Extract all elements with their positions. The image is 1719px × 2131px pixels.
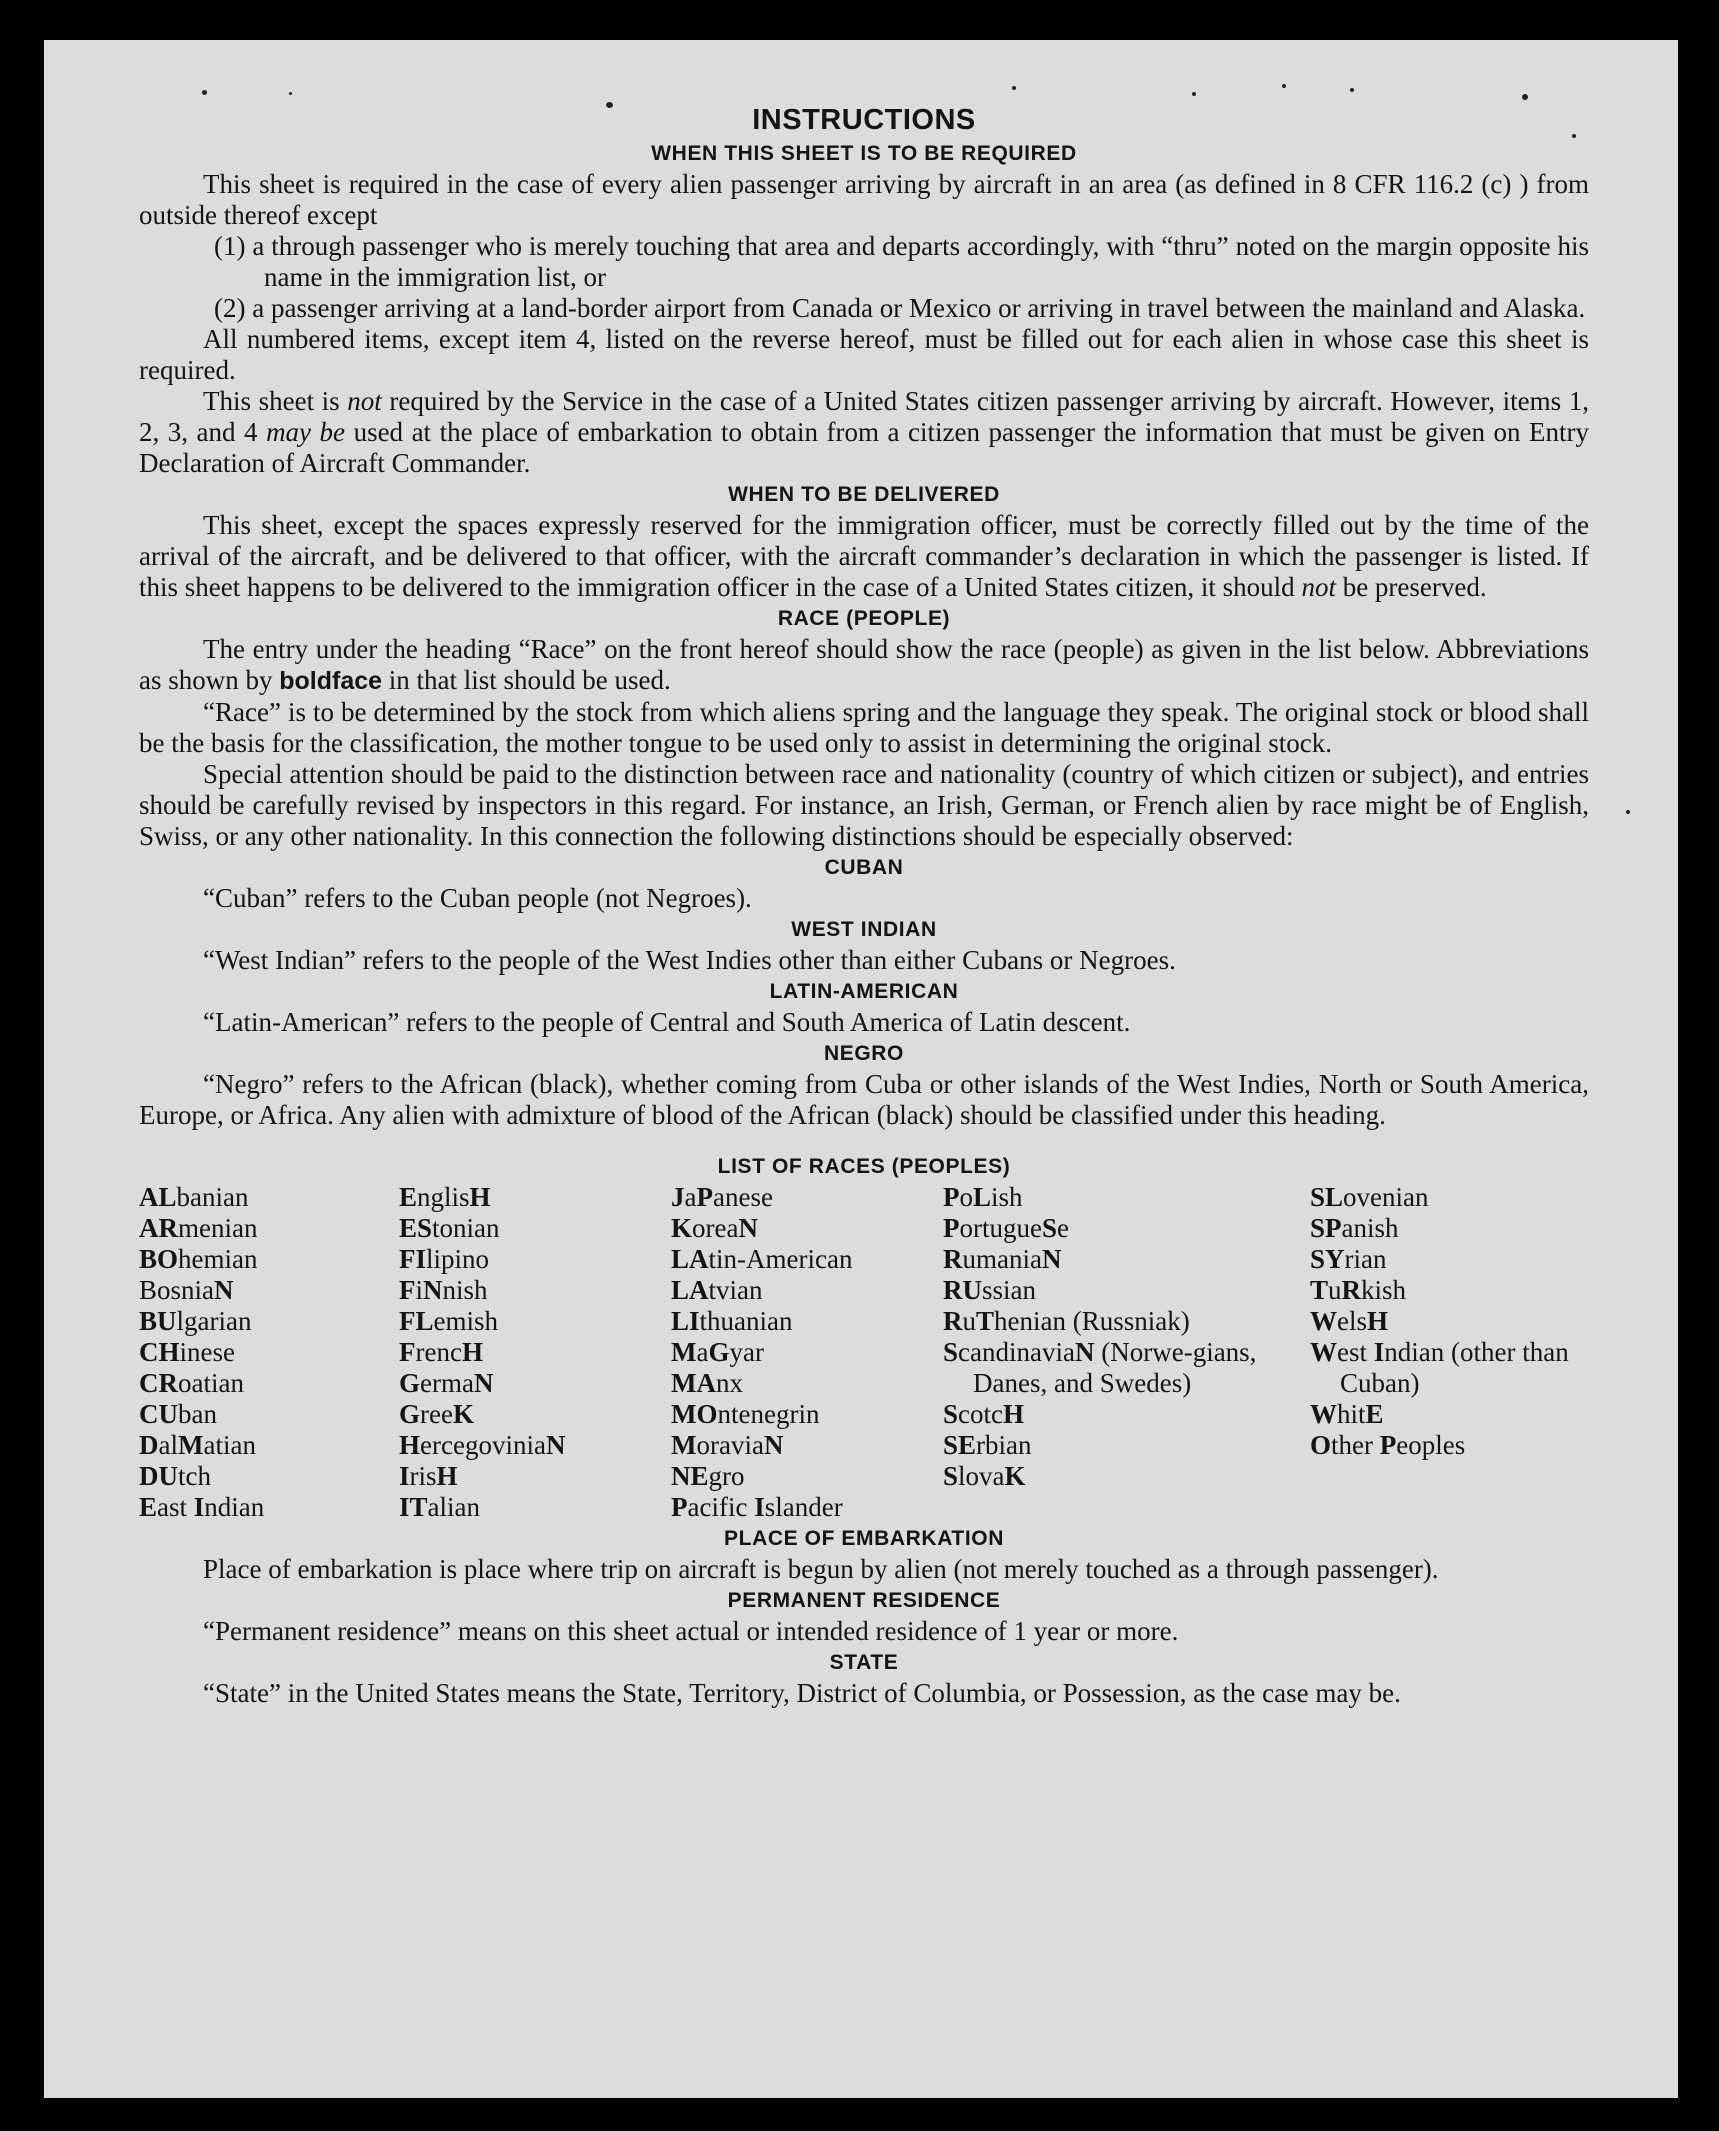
- race-abbrev: K: [671, 1213, 693, 1243]
- paragraph-negro: “Negro” refers to the African (black), whether coming from Cuba or other islands of the West Indies, North or South America, Europe, or Africa. Any alien with admixture of blood of the African (black) should be classified under this heading.: [139, 1069, 1589, 1130]
- race-text: emish: [433, 1306, 499, 1336]
- race-abbrev: F: [399, 1275, 416, 1305]
- race-abbrev: FI: [399, 1244, 426, 1274]
- paragraph-race-stock: “Race” is to be determined by the stock from which aliens spring and the language they speak. The original stock or blood shall be the basis for the classification, the mother tongue to be used only to assist in determining the original stock.: [139, 697, 1589, 758]
- races-column-1: [139, 1182, 399, 1523]
- race-text: ndian (other than Cuban): [1340, 1337, 1569, 1398]
- race-text: anish: [1341, 1213, 1399, 1243]
- race-abbrev: J: [671, 1182, 685, 1212]
- race-abbrev: W: [1310, 1337, 1337, 1367]
- race-abbrev: S: [943, 1461, 959, 1491]
- race-abbrev: N: [1074, 1337, 1095, 1367]
- race-entry: [139, 1182, 399, 1213]
- race-entry: [139, 1244, 399, 1275]
- section-heading-west-indian: WEST INDIAN: [791, 918, 937, 941]
- race-entry: [399, 1337, 671, 1368]
- race-text: ast: [157, 1492, 194, 1522]
- scan-speck: [289, 92, 292, 95]
- race-abbrev: M: [671, 1430, 697, 1460]
- emphasis-boldface: boldface: [279, 667, 383, 695]
- races-column-5: [1310, 1182, 1589, 1523]
- race-entry: [1310, 1275, 1589, 1306]
- race-abbrev: K: [452, 1399, 474, 1429]
- paragraph-west-indian: “West Indian” refers to the people of the West Indies other than either Cubans or Negroes.: [203, 945, 1176, 975]
- race-entry: [399, 1492, 671, 1523]
- race-text: ortugue: [959, 1213, 1042, 1243]
- race-abbrev: R: [1341, 1275, 1362, 1305]
- race-text: u: [962, 1306, 976, 1336]
- scan-speck: [1012, 86, 1016, 90]
- race-entry: [671, 1461, 943, 1492]
- race-abbrev: SE: [943, 1430, 977, 1460]
- emphasis-may-be: may be: [266, 417, 346, 447]
- section-heading-list-of-races: LIST OF RACES (PEOPLES): [717, 1155, 1011, 1178]
- race-abbrev: W: [1310, 1399, 1337, 1429]
- race-abbrev: LA: [671, 1244, 709, 1274]
- text-run: This sheet is: [203, 386, 348, 416]
- race-entry: [943, 1306, 1310, 1337]
- race-abbrev: S: [943, 1399, 959, 1429]
- race-entry: [671, 1306, 943, 1337]
- race-abbrev: R: [943, 1244, 963, 1274]
- race-abbrev: P: [1379, 1430, 1397, 1460]
- race-abbrev: CH: [139, 1337, 180, 1367]
- race-abbrev: SP: [1310, 1213, 1342, 1243]
- text-run: in that list should be used.: [382, 665, 671, 695]
- race-entry: [139, 1213, 399, 1244]
- race-abbrev: T: [976, 1306, 995, 1336]
- race-text: erma: [420, 1368, 474, 1398]
- race-text: nx: [715, 1368, 743, 1398]
- race-abbrev: SY: [1310, 1244, 1345, 1274]
- race-text: acific: [687, 1492, 755, 1522]
- race-abbrev: N: [545, 1430, 566, 1460]
- exception-item-1: (1) a through passenger who is merely touching that area and departs accordingly, with “thru” noted on the margin opposite his name in the immigration list, or: [214, 231, 1589, 292]
- race-text: thuanian: [699, 1306, 793, 1336]
- race-entry: [399, 1399, 671, 1430]
- race-abbrev: O: [1310, 1430, 1332, 1460]
- race-text: e: [1057, 1213, 1069, 1243]
- race-abbrev: G: [399, 1399, 421, 1429]
- race-abbrev: S: [943, 1337, 959, 1367]
- race-abbrev: RU: [943, 1275, 982, 1305]
- race-abbrev: N: [738, 1213, 758, 1243]
- instructions-body: [139, 102, 1589, 1709]
- race-abbrev: M: [178, 1430, 204, 1460]
- race-abbrev: AL: [139, 1182, 177, 1212]
- race-entry: [399, 1306, 671, 1337]
- race-text: yar: [729, 1337, 764, 1367]
- emphasis-not: not: [1301, 572, 1336, 602]
- section-heading-when-required: WHEN THIS SHEET IS TO BE REQUIRED: [651, 142, 1077, 165]
- race-text: i: [415, 1275, 424, 1305]
- race-entry: [139, 1492, 399, 1523]
- race-abbrev: T: [1310, 1275, 1329, 1305]
- race-text: tch: [178, 1461, 211, 1491]
- paragraph-state: “State” in the United States means the State, Territory, District of Columbia, or Possession, as the case may be.: [203, 1678, 1401, 1708]
- paragraph-delivery: [139, 510, 1589, 603]
- race-text: menian: [178, 1213, 258, 1243]
- emphasis-not: not: [347, 386, 382, 416]
- race-entry: [671, 1368, 943, 1399]
- race-abbrev: P: [943, 1213, 960, 1243]
- race-text: ban: [178, 1399, 217, 1429]
- race-text: gro: [708, 1461, 745, 1491]
- paragraph-latin-american: “Latin-American” refers to the people of Central and South America of Latin descent.: [203, 1007, 1131, 1037]
- race-text: u: [1328, 1275, 1342, 1305]
- race-text: nish: [442, 1275, 488, 1305]
- race-text: umania: [962, 1244, 1042, 1274]
- race-text: cotc: [958, 1399, 1004, 1429]
- race-entry: [139, 1399, 399, 1430]
- race-text: ovenian: [1343, 1182, 1429, 1212]
- race-text: ther: [1331, 1430, 1380, 1460]
- race-text: ndian: [204, 1492, 265, 1522]
- race-abbrev: MA: [671, 1368, 716, 1398]
- race-text: tvian: [708, 1275, 763, 1305]
- race-text: ntenegrin: [717, 1399, 820, 1429]
- page-title: INSTRUCTIONS: [752, 104, 976, 136]
- section-heading-embarkation: PLACE OF EMBARKATION: [724, 1527, 1004, 1550]
- race-entry: [943, 1182, 1310, 1213]
- races-list: [139, 1182, 1589, 1523]
- section-heading-state: STATE: [829, 1651, 899, 1674]
- race-abbrev: N: [1041, 1244, 1062, 1274]
- race-text: al: [158, 1430, 178, 1460]
- race-text: hit: [1337, 1399, 1366, 1429]
- race-abbrev: E: [1365, 1399, 1384, 1429]
- race-abbrev: I: [193, 1492, 205, 1522]
- section-heading-when-delivered: WHEN TO BE DELIVERED: [728, 483, 1000, 506]
- race-text: els: [1337, 1306, 1367, 1336]
- scan-speck: [1282, 84, 1286, 88]
- section-heading-cuban: CUBAN: [824, 856, 904, 879]
- scan-speck: [1192, 92, 1196, 96]
- race-text: eoples: [1396, 1430, 1466, 1460]
- races-column-3: [671, 1182, 943, 1523]
- race-abbrev: M: [671, 1337, 697, 1367]
- race-abbrev: CR: [139, 1368, 178, 1398]
- race-abbrev: H: [469, 1182, 491, 1212]
- race-text: tonian: [432, 1213, 500, 1243]
- scan-speck: [1350, 88, 1354, 92]
- race-abbrev: I: [1373, 1337, 1385, 1367]
- race-entry: [1310, 1182, 1589, 1213]
- race-text: rbian: [976, 1430, 1032, 1460]
- paragraph-embarkation: Place of embarkation is place where trip on aircraft is begun by alien (not merely touched as a through passenger).: [203, 1554, 1439, 1584]
- paragraph-citizen-passenger: [139, 386, 1589, 479]
- paragraph-numbered-items: All numbered items, except item 4, listed on the reverse hereof, must be filled out for each alien in whose case this sheet is required.: [139, 324, 1589, 385]
- race-text: oravia: [696, 1430, 764, 1460]
- race-abbrev: DU: [139, 1461, 178, 1491]
- race-text: ercegovinia: [420, 1430, 546, 1460]
- race-entry: [399, 1244, 671, 1275]
- race-abbrev: H: [1003, 1399, 1025, 1429]
- race-abbrev: H: [461, 1337, 483, 1367]
- race-entry: [943, 1213, 1310, 1244]
- race-text: a: [684, 1182, 697, 1212]
- race-text: a: [696, 1337, 709, 1367]
- race-entry: [1310, 1306, 1589, 1337]
- race-abbrev: H: [436, 1461, 458, 1491]
- race-text: tin-American: [708, 1244, 853, 1274]
- race-text: ish: [991, 1182, 1023, 1212]
- race-entry: [399, 1182, 671, 1213]
- race-entry: [139, 1430, 399, 1461]
- race-entry: [399, 1213, 671, 1244]
- race-abbrev: P: [671, 1492, 688, 1522]
- document-page: [44, 40, 1678, 2098]
- text-run: be preserved.: [1335, 572, 1487, 602]
- section-heading-permanent-residence: PERMANENT RESIDENCE: [727, 1589, 1001, 1612]
- race-entry: [671, 1182, 943, 1213]
- race-entry: [139, 1368, 399, 1399]
- race-abbrev: E: [399, 1182, 418, 1212]
- race-text: lipino: [426, 1244, 490, 1274]
- race-abbrev: L: [973, 1182, 992, 1212]
- race-abbrev: N: [763, 1430, 784, 1460]
- race-abbrev: W: [1310, 1306, 1337, 1336]
- section-heading-negro: NEGRO: [823, 1042, 904, 1065]
- race-abbrev: MO: [671, 1399, 718, 1429]
- paragraph-permanent-residence: “Permanent residence” means on this sheet actual or intended residence of 1 year or more.: [203, 1616, 1179, 1646]
- race-abbrev: LA: [671, 1275, 709, 1305]
- race-abbrev: I: [754, 1492, 765, 1522]
- paragraph-required-intro: This sheet is required in the case of every alien passenger arriving by aircraft in an area (as defined in 8 CFR 116.2 (c) ) from outside thereof except: [139, 169, 1589, 230]
- race-entry: [671, 1399, 943, 1430]
- race-text: kish: [1361, 1275, 1407, 1305]
- race-entry: [1310, 1213, 1589, 1244]
- race-text: anese: [712, 1182, 773, 1212]
- race-abbrev: P: [943, 1182, 960, 1212]
- race-text: banian: [176, 1182, 249, 1212]
- race-text: ree: [420, 1399, 453, 1429]
- race-entry: [943, 1399, 1310, 1430]
- race-entry: [1310, 1337, 1589, 1399]
- race-text: oatian: [178, 1368, 244, 1398]
- race-entry: [671, 1213, 943, 1244]
- section-heading-race: RACE (PEOPLE): [777, 607, 951, 630]
- race-text: candinavia: [958, 1337, 1075, 1367]
- race-abbrev: N: [214, 1275, 234, 1305]
- race-text: ssian: [982, 1275, 1036, 1305]
- race-abbrev: H: [399, 1430, 421, 1460]
- paragraph-race-nationality: Special attention should be paid to the distinction between race and nationality (country of which citizen or subject), and entries should be carefully revised by inspectors in this regard. For instance, an Irish, German, or French alien by race might be of English, Swiss, or any other nationality. In this connection the following distinctions should be especially observed:: [139, 759, 1589, 851]
- race-abbrev: ES: [399, 1213, 433, 1243]
- race-abbrev: R: [943, 1306, 963, 1336]
- race-text: slander: [764, 1492, 843, 1522]
- race-abbrev: G: [708, 1337, 730, 1367]
- race-entry: [943, 1275, 1310, 1306]
- scan-speck: [1626, 810, 1630, 814]
- race-entry: [671, 1244, 943, 1275]
- exception-item-2: (2) a passenger arriving at a land-border airport from Canada or Mexico or arriving in travel between the mainland and Alaska.: [214, 293, 1586, 323]
- race-text: renc: [415, 1337, 462, 1367]
- race-entry: [399, 1461, 671, 1492]
- race-text: inese: [179, 1337, 235, 1367]
- race-text: ris: [409, 1461, 437, 1491]
- text-run: required by the Service in the case of a United States citizen passenger arriving by aircraft. However, items 1, 2, 3, and 4: [139, 386, 1589, 447]
- race-text: nglis: [417, 1182, 470, 1212]
- race-text: atian: [203, 1430, 256, 1460]
- paragraph-cuban: “Cuban” refers to the Cuban people (not Negroes).: [203, 883, 752, 913]
- race-abbrev: H: [1367, 1306, 1389, 1336]
- race-text: Bosnia: [139, 1275, 215, 1305]
- race-abbrev: LI: [671, 1306, 700, 1336]
- race-abbrev: BU: [139, 1306, 177, 1336]
- race-abbrev: K: [1004, 1461, 1026, 1491]
- race-entry: [943, 1337, 1310, 1399]
- race-text: est: [1337, 1337, 1374, 1367]
- text-run: used at the place of embarkation to obtain from a citizen passenger the information that must be given on Entry Declaration of Aircraft Commander.: [139, 417, 1590, 478]
- race-entry: [139, 1337, 399, 1368]
- race-entry: [1310, 1430, 1589, 1461]
- text-run: This sheet, except the spaces expressly reserved for the immigration officer, must be correctly filled out by the time of the arrival of the aircraft, and be delivered to that officer, with the aircraft commander’s declaration in which the passenger is listed. If this sheet happens to be delivered to the immigration officer in the case of a United States citizen, it should: [139, 510, 1589, 602]
- race-abbrev: AR: [139, 1213, 178, 1243]
- race-abbrev: SL: [1310, 1182, 1344, 1212]
- race-abbrev: N: [423, 1275, 443, 1305]
- race-abbrev: N: [473, 1368, 494, 1398]
- race-abbrev: G: [399, 1368, 421, 1398]
- race-abbrev: I: [399, 1461, 410, 1491]
- scan-speck: [202, 90, 207, 95]
- race-entry: [671, 1430, 943, 1461]
- race-text: orea: [692, 1213, 739, 1243]
- races-column-4: [943, 1182, 1310, 1523]
- race-entry: [399, 1430, 671, 1461]
- races-column-2: [399, 1182, 671, 1523]
- race-abbrev: D: [139, 1430, 159, 1460]
- race-abbrev: E: [139, 1492, 158, 1522]
- paragraph-race-entry: [139, 634, 1589, 697]
- race-text: alian: [427, 1492, 481, 1522]
- race-abbrev: NE: [671, 1461, 709, 1491]
- race-text: hemian: [178, 1244, 258, 1274]
- race-entry: [943, 1461, 1310, 1492]
- text-run: The entry under the heading “Race” on the front hereof should show the race (people) as given in the list below. Abbreviations as shown by: [139, 634, 1589, 695]
- race-entry: [139, 1461, 399, 1492]
- race-abbrev: P: [696, 1182, 713, 1212]
- race-entry: [139, 1275, 399, 1306]
- scan-speck: [1522, 94, 1528, 100]
- race-abbrev: S: [1041, 1213, 1058, 1243]
- race-text: (Norwe-gians, Danes, and Swedes): [973, 1337, 1257, 1398]
- race-abbrev: FL: [399, 1306, 434, 1336]
- race-entry: [399, 1275, 671, 1306]
- race-entry: [139, 1306, 399, 1337]
- section-heading-latin-american: LATIN-AMERICAN: [769, 980, 959, 1003]
- race-entry: [671, 1492, 943, 1523]
- race-abbrev: CU: [139, 1399, 178, 1429]
- race-entry: [399, 1368, 671, 1399]
- race-abbrev: BO: [139, 1244, 179, 1274]
- race-abbrev: F: [399, 1337, 416, 1367]
- race-text: henian (Russniak): [994, 1306, 1190, 1336]
- race-entry: [1310, 1244, 1589, 1275]
- race-entry: [1310, 1399, 1589, 1430]
- race-text: o: [959, 1182, 973, 1212]
- race-text: lova: [958, 1461, 1005, 1491]
- race-entry: [671, 1275, 943, 1306]
- race-abbrev: IT: [399, 1492, 428, 1522]
- race-entry: [671, 1337, 943, 1368]
- race-text: lgarian: [176, 1306, 252, 1336]
- race-entry: [943, 1430, 1310, 1461]
- race-text: rian: [1344, 1244, 1387, 1274]
- race-entry: [943, 1244, 1310, 1275]
